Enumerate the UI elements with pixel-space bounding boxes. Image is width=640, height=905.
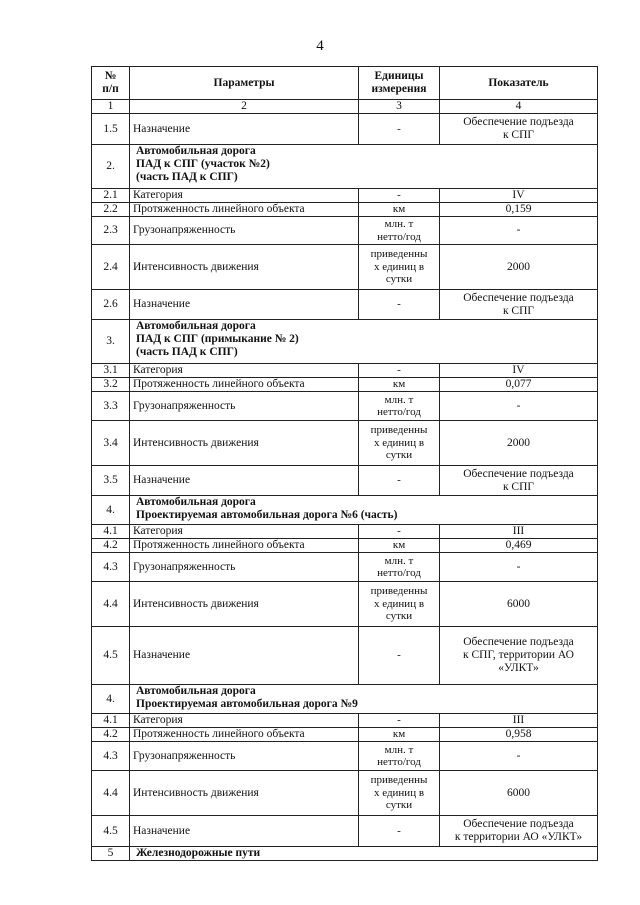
unit-cell: - [359, 290, 440, 320]
unit-cell: млн. т нетто/год [359, 217, 440, 245]
table-row [92, 627, 598, 685]
table-row [92, 245, 598, 290]
row-number: 4.1 [92, 525, 130, 539]
table-row [92, 114, 598, 145]
row-number: 2.1 [92, 189, 130, 203]
table-row [92, 728, 598, 742]
section-number: 2. [92, 145, 130, 189]
table-row [92, 539, 598, 553]
value-cell: Обеспечение подъезда к СПГ, территории АО «УЛКТ» [440, 627, 598, 685]
section-number: 3. [92, 320, 130, 364]
parameter-cell: Грузонапряженность [130, 217, 359, 245]
table-row [92, 364, 598, 378]
unit-cell: млн. т нетто/год [359, 742, 440, 771]
parameter-cell: Протяженность линейного объекта [130, 378, 359, 392]
row-number: 2.3 [92, 217, 130, 245]
value-cell: Обеспечение подъезда к СПГ [440, 290, 598, 320]
value-cell: - [440, 217, 598, 245]
parameters-table [91, 66, 598, 861]
row-number: 4.3 [92, 553, 130, 582]
row-number: 1.5 [92, 114, 130, 145]
page-number: 4 [316, 38, 324, 54]
value-cell: Обеспечение подъезда к СПГ [440, 114, 598, 145]
parameter-cell: Грузонапряженность [130, 553, 359, 582]
header-num [92, 67, 130, 100]
section-number: 4. [92, 496, 130, 525]
section-title: Автомобильная дорога ПАД к СПГ (примыкание № 2) (часть ПАД к СПГ) [130, 320, 598, 364]
section-number: 5 [92, 847, 130, 861]
value-cell: - [440, 553, 598, 582]
section-row [92, 320, 598, 364]
unit-cell: млн. т нетто/год [359, 553, 440, 582]
row-number: 3.1 [92, 364, 130, 378]
row-number: 4.5 [92, 627, 130, 685]
table-row [92, 189, 598, 203]
parameter-cell: Категория [130, 714, 359, 728]
unit-cell: - [359, 525, 440, 539]
parameter-cell: Категория [130, 364, 359, 378]
parameter-cell: Интенсивность движения [130, 245, 359, 290]
table-row [92, 714, 598, 728]
section-title: Автомобильная дорога Проектируемая автомобильная дорога №9 [130, 685, 598, 714]
row-number: 3.2 [92, 378, 130, 392]
value-cell: Обеспечение подъезда к СПГ [440, 466, 598, 496]
row-number: 3.4 [92, 421, 130, 466]
parameter-cell: Интенсивность движения [130, 771, 359, 816]
header-value: Показатель [440, 67, 598, 100]
unit-cell: - [359, 364, 440, 378]
section-row [92, 496, 598, 525]
row-number: 2.2 [92, 203, 130, 217]
parameter-cell: Категория [130, 189, 359, 203]
table-row [92, 525, 598, 539]
table-row [92, 203, 598, 217]
value-cell: - [440, 742, 598, 771]
unit-cell: км [359, 539, 440, 553]
parameter-cell: Категория [130, 525, 359, 539]
row-number: 3.5 [92, 466, 130, 496]
header-units-label: Единицы измерения [371, 70, 427, 95]
table-row [92, 392, 598, 421]
value-cell: III [440, 525, 598, 539]
unit-cell: - [359, 714, 440, 728]
section-number: 4. [92, 685, 130, 714]
value-cell: IV [440, 189, 598, 203]
table-row [92, 771, 598, 816]
value-cell: 0,958 [440, 728, 598, 742]
table-row [92, 582, 598, 627]
value-cell: 2000 [440, 245, 598, 290]
table-row [92, 466, 598, 496]
value-cell: 6000 [440, 582, 598, 627]
section-title: Автомобильная дорога ПАД к СПГ (участок №2) (часть ПАД к СПГ) [130, 145, 598, 189]
parameter-cell: Назначение [130, 466, 359, 496]
unit-cell: - [359, 114, 440, 145]
parameter-cell: Протяженность линейного объекта [130, 203, 359, 217]
value-cell: 6000 [440, 771, 598, 816]
header-num-label: № п/п [102, 70, 119, 95]
unit-cell: приведенны х единиц в сутки [359, 582, 440, 627]
header-units [359, 67, 440, 100]
table-row [92, 742, 598, 771]
table-header-row [92, 67, 598, 100]
row-number: 4.2 [92, 539, 130, 553]
parameter-cell: Интенсивность движения [130, 421, 359, 466]
row-number: 4.3 [92, 742, 130, 771]
table-row [92, 378, 598, 392]
value-cell: 0,159 [440, 203, 598, 217]
parameter-cell: Грузонапряженность [130, 742, 359, 771]
table-row [92, 553, 598, 582]
table-row [92, 421, 598, 466]
col-number-4: 4 [440, 100, 598, 114]
row-number: 2.6 [92, 290, 130, 320]
parameter-cell: Назначение [130, 627, 359, 685]
row-number: 4.2 [92, 728, 130, 742]
unit-cell: приведенны х единиц в сутки [359, 421, 440, 466]
parameter-cell: Протяженность линейного объекта [130, 539, 359, 553]
unit-cell: км [359, 203, 440, 217]
table-row [92, 290, 598, 320]
section-title: Автомобильная дорога Проектируемая автомобильная дорога №6 (часть) [130, 496, 598, 525]
unit-cell: - [359, 816, 440, 847]
unit-cell: км [359, 728, 440, 742]
unit-cell: - [359, 466, 440, 496]
row-number: 2.4 [92, 245, 130, 290]
section-title: Железнодорожные пути [130, 847, 598, 861]
col-number-2: 2 [130, 100, 359, 114]
section-row [92, 685, 598, 714]
row-number: 4.5 [92, 816, 130, 847]
col-number-3: 3 [359, 100, 440, 114]
unit-cell: млн. т нетто/год [359, 392, 440, 421]
column-numbers-row [92, 100, 598, 114]
parameter-cell: Назначение [130, 290, 359, 320]
row-number: 3.3 [92, 392, 130, 421]
value-cell: IV [440, 364, 598, 378]
table-row [92, 217, 598, 245]
unit-cell: приведенны х единиц в сутки [359, 245, 440, 290]
row-number: 4.4 [92, 771, 130, 816]
parameter-cell: Интенсивность движения [130, 582, 359, 627]
parameter-cell: Грузонапряженность [130, 392, 359, 421]
value-cell: 2000 [440, 421, 598, 466]
unit-cell: - [359, 189, 440, 203]
header-params: Параметры [130, 67, 359, 100]
unit-cell: приведенны х единиц в сутки [359, 771, 440, 816]
value-cell: - [440, 392, 598, 421]
row-number: 4.1 [92, 714, 130, 728]
value-cell: 0,469 [440, 539, 598, 553]
unit-cell: км [359, 378, 440, 392]
parameter-cell: Назначение [130, 114, 359, 145]
row-number: 4.4 [92, 582, 130, 627]
section-row [92, 847, 598, 861]
value-cell: III [440, 714, 598, 728]
value-cell: 0,077 [440, 378, 598, 392]
col-number-1: 1 [92, 100, 130, 114]
parameter-cell: Назначение [130, 816, 359, 847]
parameter-cell: Протяженность линейного объекта [130, 728, 359, 742]
unit-cell: - [359, 627, 440, 685]
section-row [92, 145, 598, 189]
table-row [92, 816, 598, 847]
value-cell: Обеспечение подъезда к территории АО «УЛКТ» [440, 816, 598, 847]
